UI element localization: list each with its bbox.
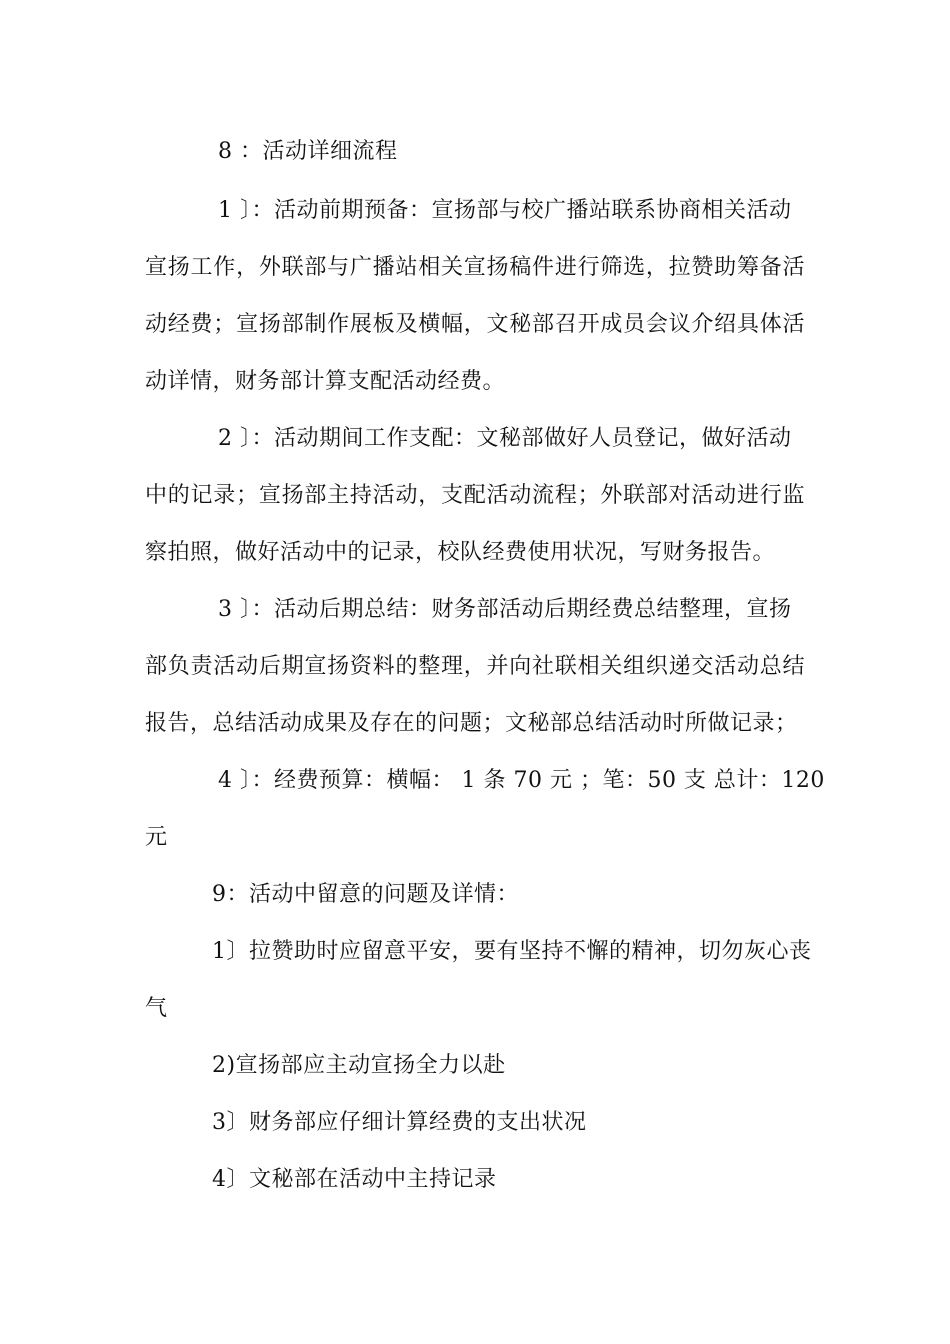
paragraph-line: 1 〕：活动前期预备：宣扬部与校广播站联系协商相关活动: [218, 198, 792, 223]
section-9-heading: 9：活动中留意的问题及详情：: [212, 882, 519, 907]
paragraph-line: 中的记录；宣扬部主持活动，支配活动流程；外联部对活动进行监: [145, 483, 805, 508]
paragraph-line: 动详情，财务部计算支配活动经费。: [145, 369, 506, 394]
list-item: 1〕拉赞助时应留意平安，要有坚持不懈的精神，切勿灰心丧: [212, 939, 812, 964]
list-item: 3〕财务部应仔细计算经费的支出状况: [212, 1110, 587, 1135]
paragraph-line: 部负责活动后期宣扬资料的整理，并向社联相关组织递交活动总结: [145, 654, 805, 679]
paragraph-line: 察拍照，做好活动中的记录，校队经费使用状况，写财务报告。: [145, 540, 776, 565]
budget-line: 4 〕：经费预算：横幅： 1 条 70 元 ；笔：50 支 总计：120: [218, 768, 825, 793]
paragraph-line: 宣扬工作，外联部与广播站相关宣扬稿件进行筛选，拉赞助筹备活: [145, 255, 805, 280]
paragraph-line: 动经费；宣扬部制作展板及横幅，文秘部召开成员会议介绍具体活: [145, 312, 805, 337]
list-item-continuation: 气: [145, 996, 168, 1021]
paragraph-line: 元: [145, 825, 168, 850]
paragraph-line: 3 〕：活动后期总结：财务部活动后期经费总结整理，宣扬: [218, 597, 792, 622]
paragraph-line: 报告，总结活动成果及存在的问题；文秘部总结活动时所做记录；: [145, 711, 798, 736]
section-8-heading: 8 ：活动详细流程: [218, 139, 398, 164]
list-item: 4〕文秘部在活动中主持记录: [212, 1167, 497, 1192]
list-item: 2)宣扬部应主动宣扬全力以赴: [212, 1053, 506, 1078]
paragraph-line: 2 〕：活动期间工作支配：文秘部做好人员登记，做好活动: [218, 426, 792, 451]
